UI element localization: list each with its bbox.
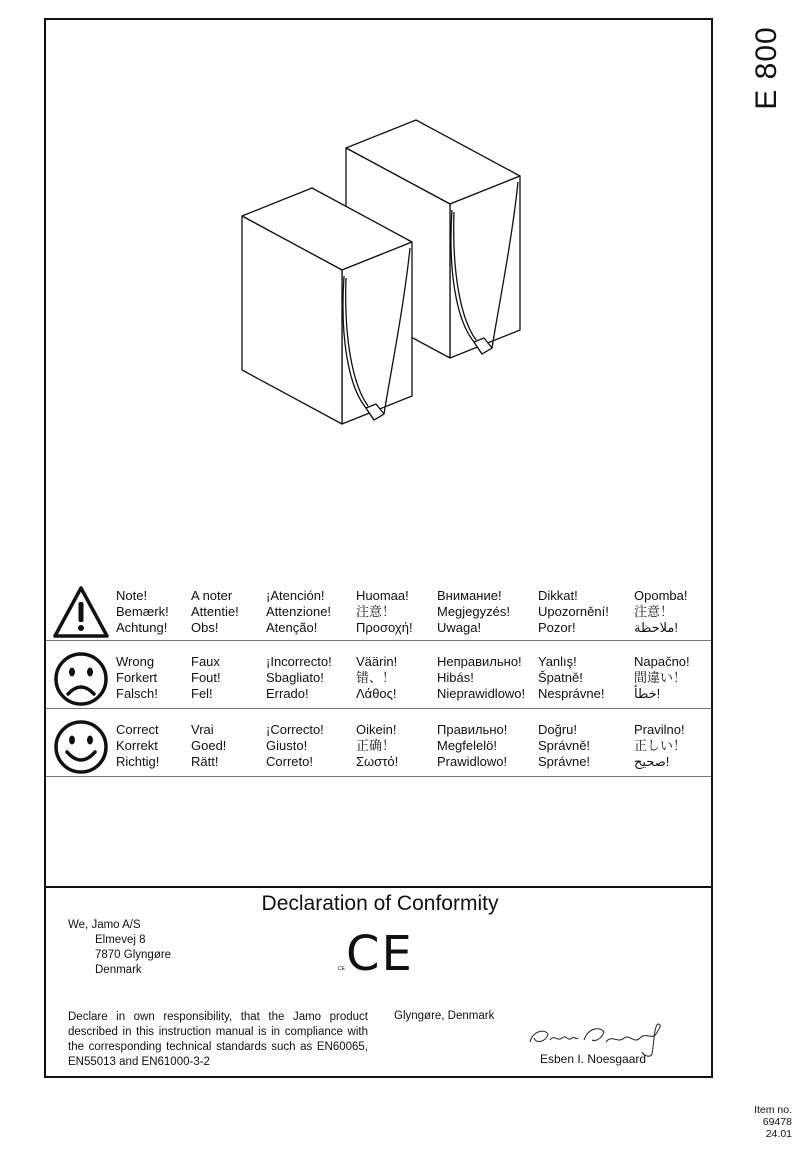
lang-column: Pravilno! 正しい！ صحيح! [634, 722, 687, 769]
model-label: E 800 [750, 26, 783, 110]
lang-column: Faux Fout! Fel! [191, 654, 221, 701]
address-country: Denmark [95, 964, 142, 976]
lang-column: ¡Incorrecto! Sbagliato! Errado! [266, 654, 332, 701]
speakers-illustration [230, 110, 530, 440]
lang-column: Doğru! Správně! Správne! [538, 722, 591, 769]
declaration-place: Glyngøre, Denmark [394, 1010, 495, 1022]
lang-column: Huomaa! 注意！ Προσοχή! [356, 588, 413, 635]
lang-column: Opomba! 注意！ ملاحظة! [634, 588, 688, 635]
item-number [754, 1104, 792, 1140]
item-version: 24.01 [765, 1128, 792, 1140]
lang-column: Wrong Forkert Falsch! [116, 654, 158, 701]
lang-column: Väärin! 错、！ Λάθος! [356, 654, 398, 701]
lang-column: Yanlış! Špatně! Nesprávne! [538, 654, 605, 701]
declaration-title: Declaration of Conformity [261, 892, 499, 915]
lang-column: ¡Atención! Attenzione! Atenção! [266, 588, 332, 635]
ce-mark-small: CE [338, 966, 345, 972]
declaration-text: Declare in own responsibility, that the Jamo product described in this instruction manual is in compliance with the corresponding technical standards such as EN60065, EN55013 and EN61000-3-2 [68, 1011, 368, 1068]
address-city: 7870 Glyngøre [95, 949, 172, 961]
item-number-value: 69478 [762, 1116, 792, 1128]
lang-column: Oikein! 正确！ Σωστό! [356, 722, 399, 769]
happy-face-icon [52, 718, 110, 776]
address-company: Jamo A/S [91, 919, 141, 931]
sad-face-icon [52, 650, 110, 708]
lang-column: Dikkat! Upozornění! Pozor! [538, 588, 609, 635]
signer-name: Esben I. Noesgaard [540, 1052, 647, 1066]
item-label: Item no. [754, 1104, 792, 1116]
lang-column: Vrai Goed! Rätt! [191, 722, 227, 769]
table-row [46, 718, 711, 784]
table-row [46, 650, 711, 716]
company-address [68, 918, 171, 978]
lang-column: Napačno! 間違い！ خطأ! [634, 654, 690, 701]
lang-column: ¡Correcto! Giusto! Correto! [266, 722, 324, 769]
lang-column: Внимание! Megjegyzés! Uwaga! [437, 588, 510, 635]
model-name [742, 18, 792, 118]
lang-column: Правильно! Megfelelö! Prawidlowo! [437, 722, 508, 769]
address-street: Elmevej 8 [95, 934, 146, 946]
address-we: We, [68, 919, 89, 931]
ce-mark-text: CE [346, 926, 414, 982]
lang-column: A noter Attentie! Obs! [191, 588, 239, 635]
divider [46, 886, 711, 888]
warning-triangle-icon [52, 584, 110, 642]
lang-column: Неправильно! Hibás! Nieprawidlowo! [437, 654, 526, 701]
lang-column: Correct Korrekt Richtig! [116, 722, 160, 769]
ce-mark-icon [338, 926, 418, 982]
table-row [46, 584, 711, 650]
lang-column: Note! Bemærk! Achtung! [116, 588, 169, 635]
